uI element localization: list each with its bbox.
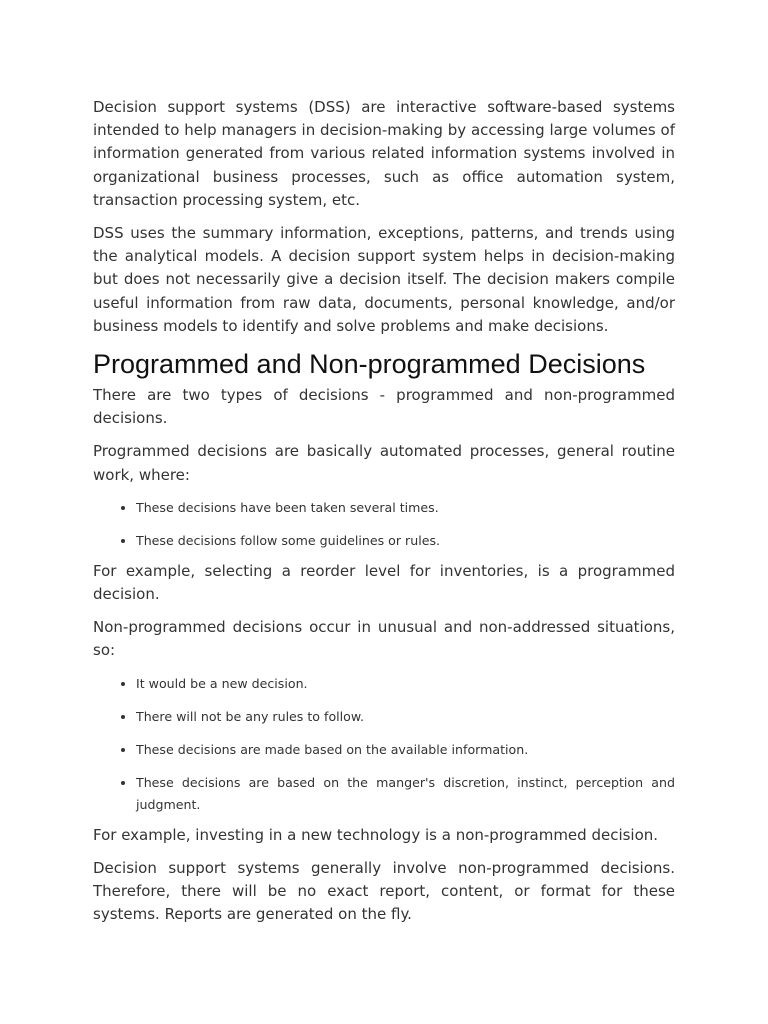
- conclusion-paragraph: Decision support systems generally involve non-programmed decisions. Therefore, there will be no exact report, content, or format for these systems. Reports are generated on the fly.: [93, 858, 675, 924]
- list-item: • These decisions have been taken several times.: [136, 497, 675, 519]
- list-item: • These decisions are based on the manger's discretion, instinct, perception and judgment.: [136, 772, 675, 816]
- types-paragraph: There are two types of decisions - programmed and non-programmed decisions.: [93, 386, 675, 428]
- programmed-bullet-list: [93, 497, 675, 552]
- nonprogrammed-bullet-list: [93, 673, 675, 816]
- list-item: • There will not be any rules to follow.: [136, 706, 675, 728]
- intro-paragraph: Decision support systems (DSS) are interactive software-based systems intended to help managers in decision-making by accessing large volumes of information generated from various related information systems involved in organizational business processes, such as office automation system, transaction processing system, etc.: [93, 98, 675, 209]
- document-page: [93, 96, 675, 936]
- section-heading: Programmed and Non-programmed Decisions: [93, 349, 646, 380]
- list-item: • These decisions follow some guidelines or rules.: [136, 530, 675, 552]
- nonprogrammed-example-paragraph: For example, investing in a new technology is a non-programmed decision.: [93, 825, 659, 844]
- programmed-example-paragraph: For example, selecting a reorder level for inventories, is a programmed decision.: [93, 561, 675, 604]
- list-item: • It would be a new decision.: [136, 673, 675, 695]
- list-item: • These decisions are made based on the available information.: [136, 739, 675, 761]
- dss-paragraph: DSS uses the summary information, exceptions, patterns, and trends using the analytical models. A decision support system helps in decision-making but does not necessarily give a decision itself. The decision makers compile useful information from raw data, documents, personal knowledge, and/or business models to identify and solve problems and make decisions.: [93, 224, 675, 335]
- nonprogrammed-intro-paragraph: Non-programmed decisions occur in unusual and non-addressed situations, so:: [93, 618, 675, 660]
- programmed-intro-paragraph: Programmed decisions are basically automated processes, general routine work, where:: [93, 442, 675, 484]
